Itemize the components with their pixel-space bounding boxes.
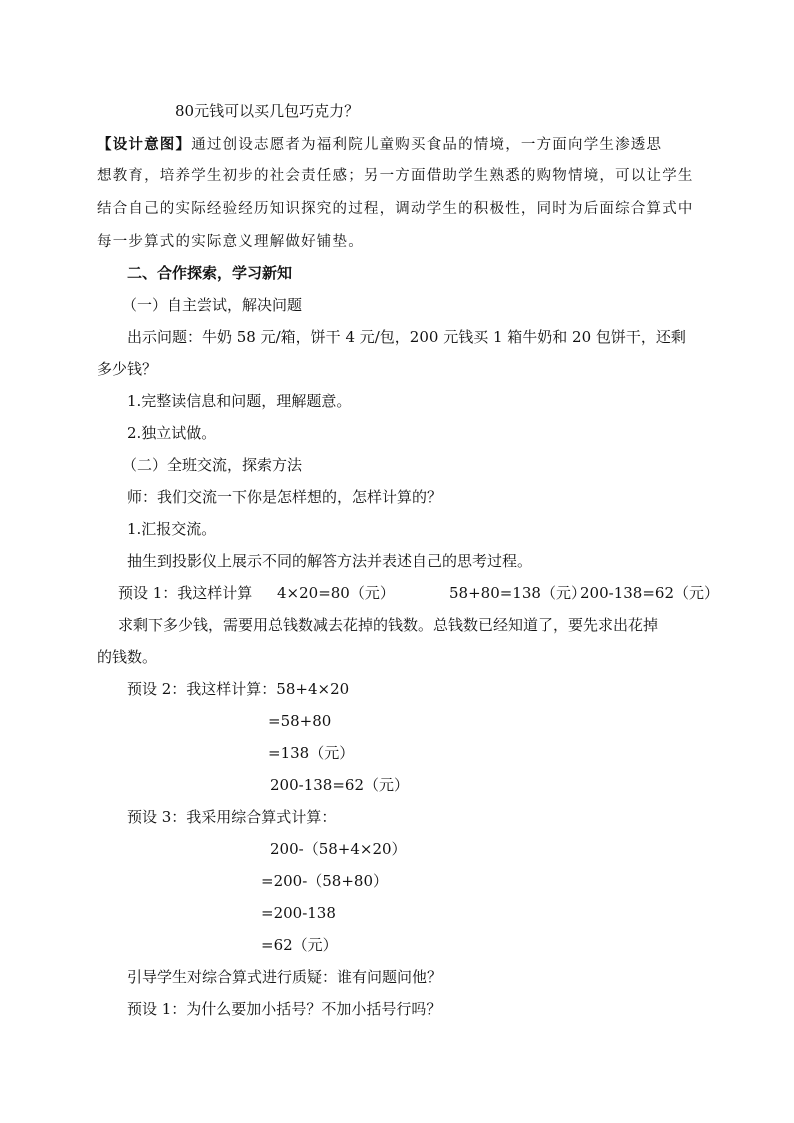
- calc-step: 58+80=138（元）: [449, 584, 586, 602]
- calc-step: 200-138=62（元）: [270, 776, 409, 794]
- calc-step: =138（元）: [268, 744, 355, 762]
- calc-step: =62（元）: [261, 936, 338, 954]
- calc-step: =58+80: [268, 712, 332, 730]
- guide-line: 引导学生对综合算式进行质疑：谁有问题问他？: [127, 968, 443, 986]
- design-intent-line-2: 想教育，培养学生初步的社会责任感；另一方面借助学生熟悉的购物情境，可以让学生: [97, 168, 694, 184]
- teacher-line: 师：我们交流一下你是怎样想的，怎样计算的？: [127, 488, 443, 506]
- section-heading: 二、合作探索，学习新知: [127, 264, 293, 282]
- calc-step: 200-138=62（元）: [580, 584, 719, 602]
- step-item: 2.独立试做。: [127, 424, 217, 442]
- preset-label: 预设 1：我这样计算: [118, 584, 253, 602]
- design-intent-line-1: [97, 135, 662, 155]
- calc-step: =200-（58+80）: [261, 872, 389, 890]
- design-intent-line-4: 每一步算式的实际意义理解做好铺垫。: [97, 234, 364, 250]
- preset-2-label: 预设 2：我这样计算：58+4×20: [127, 680, 350, 698]
- subsection-heading: （一）自主尝试，解决问题: [122, 296, 303, 314]
- problem-line-1: 出示问题：牛奶 58 元/箱，饼干 4 元/包，200 元钱买 1 箱牛奶和 20 包饼干，还剩: [127, 328, 686, 346]
- preset-3-label: 预设 3：我采用综合算式计算：: [127, 808, 337, 826]
- projector-line: 抽生到投影仪上展示不同的解答方法并表述自己的思考过程。: [127, 552, 533, 570]
- calc-step: 200-（58+4×20）: [270, 840, 407, 858]
- text-line: 80元钱可以买几包巧克力？: [175, 102, 360, 120]
- design-intent-line-3: 结合自己的实际经验经历知识探究的过程，调动学生的积极性，同时为后面综合算式中: [97, 201, 694, 217]
- subsection-heading: （二）全班交流，探索方法: [122, 456, 303, 474]
- explain-line-1: 求剩下多少钱，需要用总钱数减去花掉的钱数。总钱数已经知道了，要先求出花掉: [118, 616, 659, 634]
- calc-step: 4×20=80（元）: [277, 584, 395, 602]
- step-item: 1.完整读信息和问题，理解题意。: [127, 392, 352, 410]
- design-intent-label: 【设计意图】: [97, 136, 192, 153]
- preset-1-row: [0, 583, 794, 603]
- report-line: 1.汇报交流。: [127, 520, 217, 538]
- problem-line-2: 多少钱？: [97, 360, 158, 378]
- design-intent-text: 通过创设志愿者为福利院儿童购买食品的情境，一方面向学生渗透思: [191, 137, 663, 153]
- explain-line-2: 的钱数。: [97, 648, 158, 666]
- calc-step: =200-138: [261, 904, 336, 922]
- question-line: 预设 1：为什么要加小括号？不加小括号行吗？: [127, 1000, 442, 1018]
